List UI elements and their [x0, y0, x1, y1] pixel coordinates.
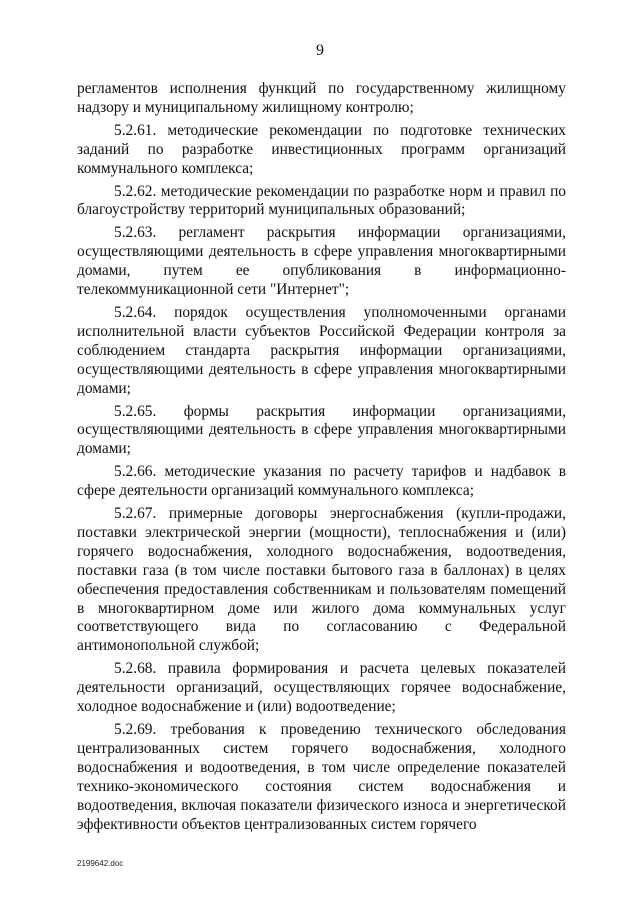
- paragraph-5-2-66: 5.2.66. методические указания по расчету тарифов и надбавок в сфере деятельности организаций коммунального комплекса;: [77, 463, 566, 500]
- paragraph-5-2-67: 5.2.67. примерные договоры энергоснабжения (купли-продажи, поставки электрической энергии (мощности), теплоснабжения и (или) горячего водоснабжения, холодного водоснабжения, водоотведения, поставки газа (в том числе поставки бытового газа в баллонах) в целях обеспечения предоставления собственникам и пользователям помещений в многоквартирном доме или жилого дома коммунальных услуг соответствующего вида по согласованию с Федеральной антимонопольной службой;: [77, 505, 566, 655]
- paragraph-5-2-65: 5.2.65. формы раскрытия информации организациями, осуществляющими деятельность в сфере управления многоквартирными домами;: [77, 402, 566, 458]
- paragraph-5-2-69: 5.2.69. требования к проведению технического обследования централизованных систем горячего водоснабжения, холодного водоснабжения и водоотведения, в том числе определение показателей технико-экономического состояния систем водоснабжения и водоотведения, включая показатели физического износа и энергетической эффективности объектов централизованных систем горячего: [77, 721, 566, 833]
- paragraph-5-2-61: 5.2.61. методические рекомендации по подготовке технических заданий по разработке инвестиционных программ организаций коммунального комплекса;: [77, 121, 566, 177]
- document-body: [77, 80, 566, 838]
- page-number: 9: [316, 42, 324, 59]
- paragraph-5-2-62: 5.2.62. методические рекомендации по разработке норм и правил по благоустройству территорий муниципальных образований;: [77, 182, 566, 219]
- paragraph-5-2-68: 5.2.68. правила формирования и расчета целевых показателей деятельности организаций, осуществляющих горячее водоснабжение, холодное водоснабжение и (или) водоотведение;: [77, 660, 566, 716]
- paragraph-5-2-63: 5.2.63. регламент раскрытия информации организациями, осуществляющими деятельность в сфере управления многоквартирными домами, путем ее опубликования в информационно-телекоммуникационной сети "Интернет";: [77, 224, 566, 299]
- paragraph-continuation: регламентов исполнения функций по государственному жилищному надзору и муниципальному жилищному контролю;: [77, 80, 566, 116]
- footer-doc-id: 2199642.doc: [77, 859, 124, 868]
- paragraph-5-2-64: 5.2.64. порядок осуществления уполномоченными органами исполнительной власти субъектов Российской Федерации контроля за соблюдением стандарта раскрытия информации организациями, осуществляющими деятельность в сфере управления многоквартирными домами;: [77, 303, 566, 397]
